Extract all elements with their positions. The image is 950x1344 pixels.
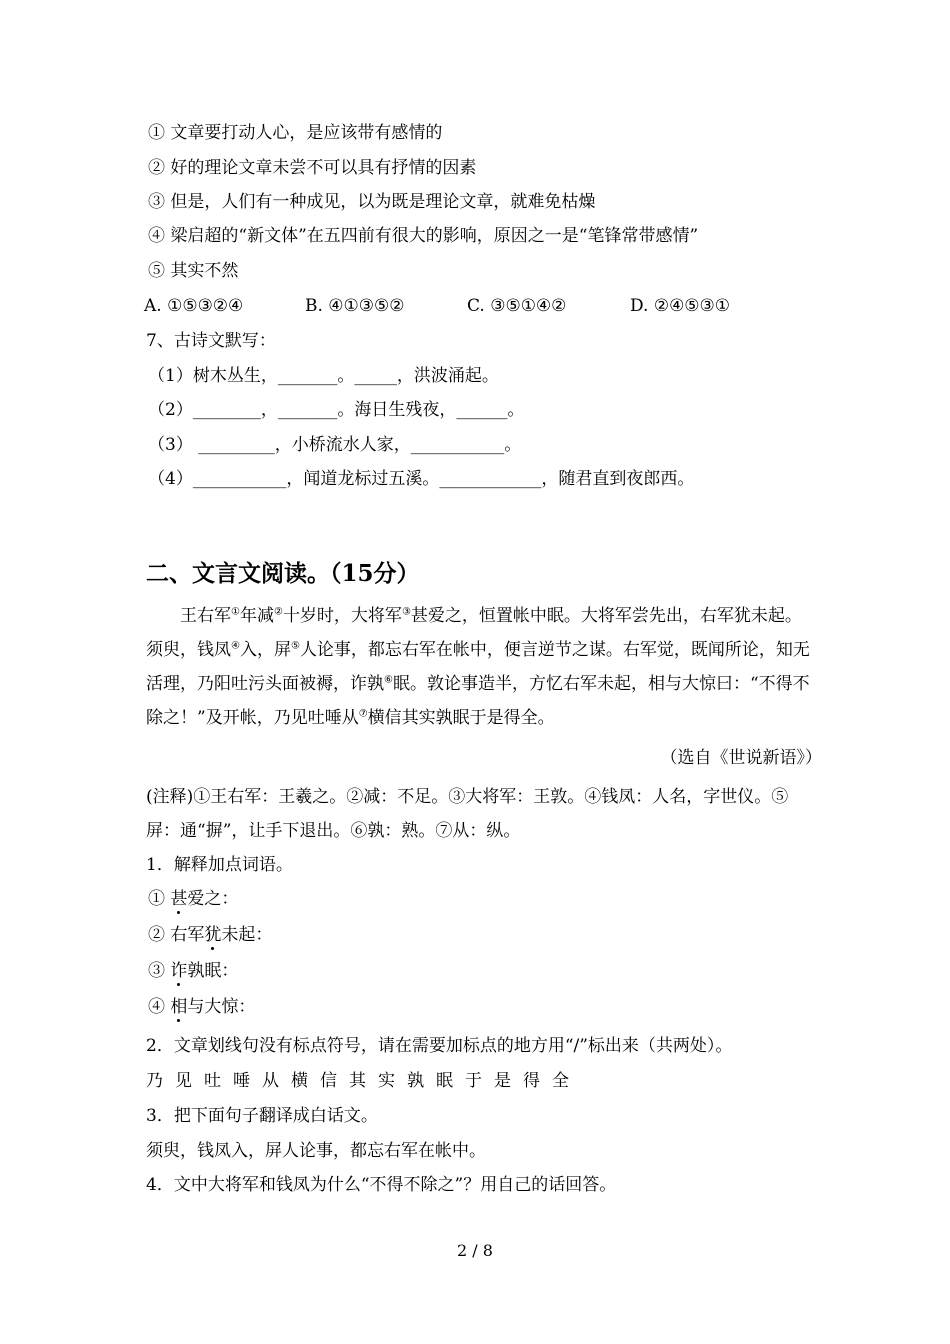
q7-item-2: （2）________，_______。海日生残夜，______。: [148, 400, 525, 420]
note-mark-2: ②: [273, 606, 283, 618]
note-mark-7: ⑦: [358, 708, 368, 720]
q1-item-2: ② 右军犹未起：: [148, 925, 273, 945]
q7-item-4: （4）___________，闻道龙标过五溪。____________，随君直到夜郎西。: [148, 469, 695, 489]
dotted-word: 甚: [170, 889, 188, 909]
dotted-word: 犹: [204, 925, 222, 945]
option-a: A. ①⑤③②④: [144, 296, 244, 316]
note-mark-3: ③: [401, 606, 411, 618]
q1-item-1: ① 甚爱之：: [148, 889, 239, 909]
q2-sentence: 乃见吐唾从横信其实孰眠于是得全: [146, 1071, 581, 1091]
q7-heading: 7、古诗文默写：: [146, 331, 276, 351]
ordering-sentence-5: ⑤ 其实不然: [148, 261, 239, 281]
ordering-sentence-1: ① 文章要打动人心，是应该带有感情的: [148, 123, 443, 143]
note-mark-4: ④: [231, 640, 240, 652]
q2-heading: 2．文章划线句没有标点符号，请在需要加标点的地方用“/”标出来（共两处）。: [146, 1036, 733, 1056]
option-d: D. ②④⑤③①: [630, 296, 731, 316]
section-title: 二、文言文阅读。（15分）: [146, 560, 420, 587]
annotations: (注释)①王右军：王羲之。②减：不足。③大将军：王敦。④钱凤：人名，字世仪。⑤屏：通“摒”，让手下退出。⑥孰：熟。⑦从：纵。: [146, 787, 789, 841]
passage: 王右军①年减②十岁时，大将军③甚爱之，恒置帐中眠。大将军尝先出，右军犹未起。须臾，钱凤④入，屏⑤人论事，都忘右军在帐中，便言逆节之谋。右军觉，既闻所论，知无活理，乃阳吐污头面被褥，诈孰⑥眠。敦论事造半，方忆右军未起，相与大惊曰：“不得不除之！”及开帐，乃见吐唾从⑦横信其实孰眠于是得全。: [146, 606, 810, 728]
dotted-word: 诈: [170, 961, 188, 981]
ordering-sentence-3: ③ 但是，人们有一种成见，以为既是理论文章，就难免枯燥: [148, 192, 596, 212]
dotted-word: 相: [170, 997, 188, 1017]
ordering-sentence-4: ④ 梁启超的“新文体”在五四前有很大的影响，原因之一是“笔锋常带感情”: [148, 226, 699, 246]
page-number: 2 / 8: [457, 1241, 493, 1260]
note-mark-5: ⑤: [290, 640, 300, 652]
note-mark-1: ①: [231, 606, 240, 618]
option-b: B. ④①③⑤②: [305, 296, 405, 316]
passage-source: （选自《世说新语》）: [660, 748, 822, 768]
q1-item-4: ④ 相与大惊：: [148, 997, 256, 1017]
ordering-sentence-2: ② 好的理论文章未尝不可以具有抒情的因素: [148, 158, 477, 178]
q1-heading: 1．解释加点词语。: [146, 855, 293, 875]
option-c: C. ③⑤①④②: [467, 296, 567, 316]
q1-item-3: ③ 诈孰眠：: [148, 961, 239, 981]
q4-heading: 4．文中大将军和钱凤为什么“不得不除之”？用自己的话回答。: [146, 1175, 617, 1195]
q3-heading: 3．把下面句子翻译成白话文。: [146, 1106, 378, 1126]
q3-sentence: 须臾，钱凤入，屏人论事，都忘右军在帐中。: [146, 1141, 486, 1161]
q7-item-1: （1）树木丛生，_______。_____，洪波涌起。: [148, 366, 499, 386]
q7-item-3: （3） _________，小桥流水人家，___________。: [148, 435, 522, 455]
note-mark-6: ⑥: [384, 674, 393, 686]
